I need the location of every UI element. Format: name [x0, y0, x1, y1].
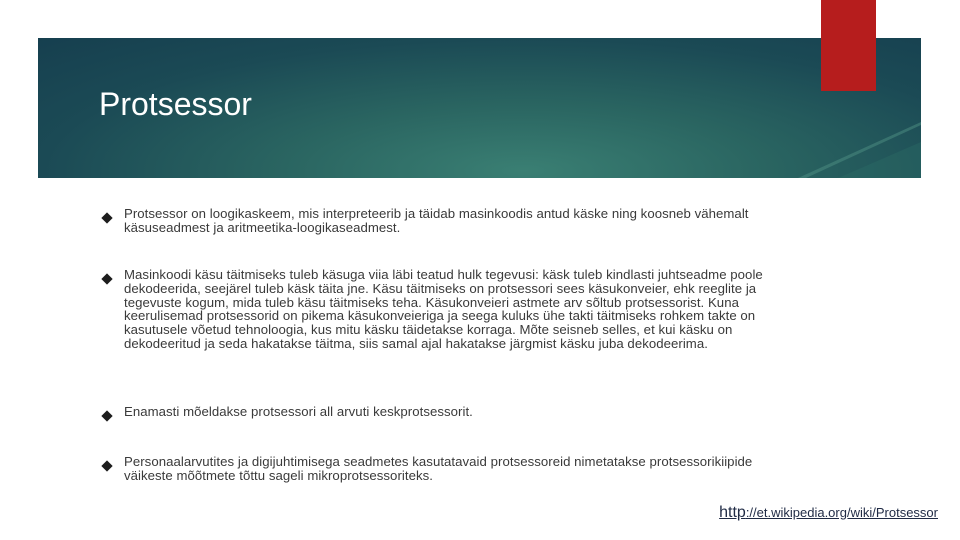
bullet-text: Enamasti mõeldakse protsessori all arvuti keskprotsessorit.: [124, 404, 473, 419]
bullet-text: Masinkoodi käsu täitmiseks tuleb käsuga viia läbi teatud hulk tegevusi: käsk tuleb kindlasti juhtseadme poole dekodeerida, seejärel tuleb käsk täita jne. Käsu täitmiseks on protsessori sees käsukonveier, ehk reeglite ja tegevuste kogum, mida tuleb käsu täitmiseks teha. Käsukonveieri astmete arv sõltub protsessorist. Kuna keerulisemad protsessorid on pikema käsukonveieriga ja seega kuluks ühe takti täitmiseks rohkem takte on kasutusele võetud tehnoloogia, kus mitu käsku täidetakse korraga. Mõte seisneb selles, et kui käsku on dekodeeritud ja seda hakatakse täitma, siis samal ajal hakatakse järgmist käsku juba dekodeerima.: [124, 267, 763, 351]
bullet-text: Personaalarvutites ja digijuhtimisega seadmetes kasutatavaid protsessoreid nimetatakse protsessorikiipide väikeste mõõtmete tõttu sageli mikroprotsessoriteks.: [124, 454, 753, 483]
slide-title: Protsessor: [99, 86, 252, 122]
accent-bar: [821, 0, 876, 91]
source-link[interactable]: [719, 504, 938, 522]
source-link-rest: ://et.wikipedia.org/wiki/Protsessor: [745, 505, 938, 520]
diamond-bullet-icon: [101, 273, 112, 284]
diamond-bullet-icon: [101, 212, 112, 223]
diamond-bullet-icon: [101, 410, 112, 421]
bullet-text: Protsessor on loogikaskeem, mis interpreteerib ja täidab masinkoodis antud käske ning koosneb vähemalt käsuseadmest ja aritmeetika-loogikaseadmest.: [124, 206, 749, 235]
diamond-bullet-icon: [101, 460, 112, 471]
source-link-prefix: http: [719, 504, 746, 521]
